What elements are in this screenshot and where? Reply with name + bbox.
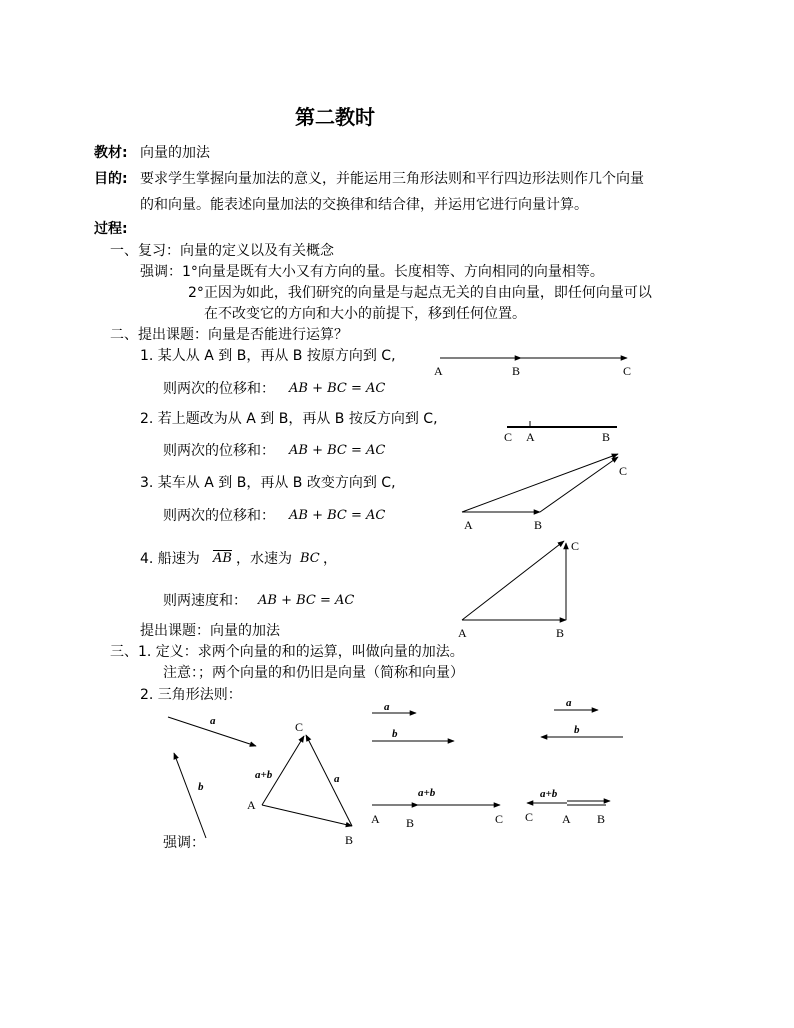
tri-label-b: B bbox=[345, 833, 354, 847]
figure-3-triangle bbox=[462, 454, 627, 532]
fig4-label-a: A bbox=[458, 626, 467, 640]
figure-1-collinear bbox=[434, 358, 631, 378]
material-label: 教材: bbox=[94, 145, 128, 161]
same-label-pt-c: C bbox=[495, 812, 504, 826]
tri-label-ab: a+b bbox=[255, 769, 273, 781]
figure-2-reverse bbox=[504, 421, 617, 444]
emphasis-1: 强调：1°向量是既有大小又有方向的量。长度相等、方向相同的向量相等。 bbox=[140, 264, 604, 280]
item-1-formula-label: 则两次的位移和： bbox=[163, 381, 275, 397]
item-4-formula-label: 则两速度和： bbox=[163, 593, 247, 609]
item-3: 3. 某车从 A 到 B，再从 B 改变方向到 C, bbox=[140, 475, 396, 491]
same-label-b: b bbox=[392, 728, 398, 740]
material-text: 向量的加法 bbox=[140, 145, 210, 161]
same-label-a: a bbox=[384, 701, 390, 713]
item-3-formula: AB + BC = AC bbox=[289, 508, 386, 523]
note-line: 注意：；两个向量的和仍旧是向量（简称和向量） bbox=[163, 665, 464, 681]
fig4-label-c: C bbox=[571, 539, 580, 553]
process-label: 过程: bbox=[94, 221, 128, 237]
figure-triangle-rule bbox=[247, 720, 353, 847]
item-4-end: ， bbox=[323, 551, 337, 567]
figure-opposite-direction bbox=[525, 697, 623, 826]
fig1-label-b: B bbox=[512, 364, 521, 378]
opp-label-pt-b: B bbox=[597, 812, 606, 826]
item-4-vector-bc: BC bbox=[300, 551, 320, 566]
tri-label-c: C bbox=[295, 720, 304, 734]
item-2-formula-label: 则两次的位移和： bbox=[163, 443, 275, 459]
opp-label-b: b bbox=[574, 724, 580, 736]
free-label-a: a bbox=[210, 715, 216, 727]
tri-label-a-side: a bbox=[334, 773, 340, 785]
fig2-label-a: A bbox=[526, 430, 535, 444]
definition-line: 三、1. 定义：求两个向量的和的运算，叫做向量的加法。 bbox=[110, 644, 464, 660]
figure-same-direction bbox=[371, 701, 503, 830]
tri-label-a: A bbox=[247, 798, 256, 812]
review-heading: 一、复习：向量的定义以及有关概念 bbox=[110, 243, 334, 259]
goal-line2: 的和向量。能表述向量加法的交换律和结合律，并运用它进行向量计算。 bbox=[140, 197, 588, 213]
fig3-label-b: B bbox=[534, 518, 543, 532]
fig1-label-c: C bbox=[623, 364, 632, 378]
item-1: 1. 某人从 A 到 B，再从 B 按原方向到 C, bbox=[140, 348, 396, 364]
same-label-pt-a: A bbox=[371, 812, 380, 826]
fig3-label-a: A bbox=[464, 518, 473, 532]
fig2-label-c: C bbox=[504, 430, 513, 444]
stress-label: 强调： bbox=[163, 835, 205, 851]
emphasis-2b: 在不改变它的方向和大小的前提下，移到任何位置。 bbox=[204, 306, 526, 322]
fig4-label-b: B bbox=[556, 626, 565, 640]
item-3-formula-label: 则两次的位移和： bbox=[163, 508, 275, 524]
free-label-b: b bbox=[198, 781, 204, 793]
item-4-lead: 4. 船速为 bbox=[140, 551, 200, 567]
topic-line: 提出课题：向量的加法 bbox=[140, 623, 280, 639]
figure-4-velocity bbox=[458, 539, 579, 640]
goal-label: 目的: bbox=[94, 171, 128, 187]
item-1-formula: AB + BC = AC bbox=[289, 381, 386, 396]
opp-label-a: a bbox=[566, 697, 572, 709]
item-4-formula: AB + BC = AC bbox=[258, 593, 355, 608]
same-label-pt-b: B bbox=[406, 816, 415, 830]
opp-label-ab: a+b bbox=[540, 788, 558, 800]
item-4-vector-ab: $\overline{AB}$ bbox=[213, 551, 232, 566]
fig2-label-b: B bbox=[602, 430, 611, 444]
same-label-ab: a+b bbox=[418, 787, 436, 799]
item-2-formula: AB + BC = AC bbox=[289, 443, 386, 458]
item-4-mid: ，水速为 bbox=[236, 551, 292, 567]
opp-label-pt-a: A bbox=[562, 812, 571, 826]
fig3-label-c: C bbox=[619, 464, 628, 478]
section2-heading: 二、提出课题：向量是否能进行运算？ bbox=[110, 327, 348, 343]
item-2: 2. 若上题改为从 A 到 B，再从 B 按反方向到 C, bbox=[140, 411, 438, 427]
triangle-rule-heading: 2. 三角形法则： bbox=[140, 687, 242, 703]
figure-free-vectors bbox=[168, 715, 256, 838]
opp-label-pt-c: C bbox=[525, 810, 534, 824]
goal-line1: 要求学生掌握向量加法的意义，并能运用三角形法则和平行四边形法则作几个向量 bbox=[140, 171, 644, 187]
page-title: 第二教时 bbox=[295, 105, 375, 129]
fig1-label-a: A bbox=[434, 364, 443, 378]
emphasis-2a: 2°正因为如此，我们研究的向量是与起点无关的自由向量，即任何向量可以 bbox=[188, 285, 652, 301]
